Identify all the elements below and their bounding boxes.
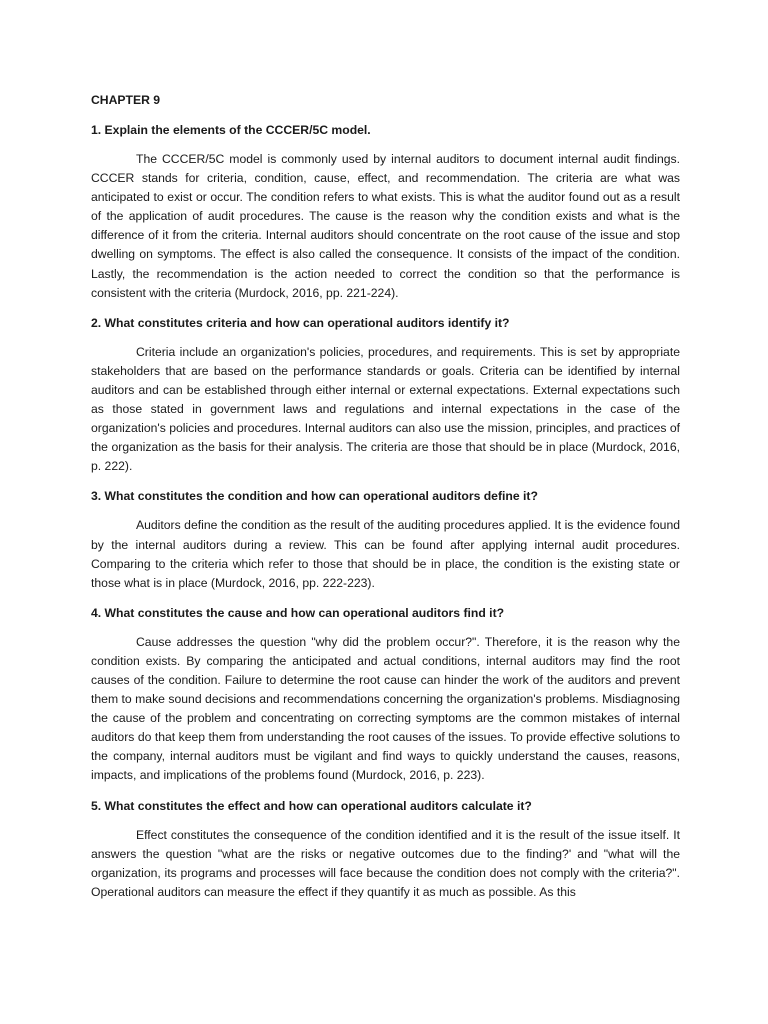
answer-5: Effect constitutes the consequence of the condition identified and it is the result of the issue itself. It answers the question "what are the risks or negative outcomes due to the finding?' and "what will the organization, its programs and processes will face because the condition does not comply with the criteria?". Operational auditors can measure the effect if they quantify it as much as possible. As this <box>91 827 680 899</box>
chapter-heading: CHAPTER 9 <box>91 93 161 107</box>
question-4: 4. What constitutes the cause and how can operational auditors find it? <box>91 605 505 620</box>
question-5: 5. What constitutes the effect and how can operational auditors calculate it? <box>91 798 532 813</box>
answer-1: The CCCER/5C model is commonly used by internal auditors to document internal audit findings. CCCER stands for criteria, condition, cause, effect, and recommendation. The criteria are what was anticipated to exist or occur. The condition refers to what exists. This is what the auditor found out as a result of the application of audit procedures. The cause is the reason why the condition exists and what is the difference of it from the criteria. Internal auditors should concentrate on the root cause of the issue and stop dwelling on symptoms. The effect is also called the consequence. It consists of the impact of the condition. Lastly, the recommendation is the action needed to correct the condition so that the performance is consistent with the criteria (Murdock, 2016, pp. 221-224). <box>91 152 680 300</box>
answer-3: Auditors define the condition as the result of the auditing procedures applied. It is the evidence found by the internal auditors during a review. This can be found after applying internal audit procedures. Comparing to the criteria which refer to those that should be in place, the condition is the existing state or those what is in place (Murdock, 2016, pp. 222-223). <box>91 518 680 590</box>
answer-2: Criteria include an organization's policies, procedures, and requirements. This is set by appropriate stakeholders that are based on the performance standards or goals. Criteria can be identified by internal auditors and can be established through either internal or external expectations. External expectations such as those stated in government laws and regulations and internal expectations in the case of the organization's policies and procedures. Internal auditors can also use the mission, principles, and practices of the organization as the basis for their analysis. The criteria are those that should be in place (Murdock, 2016, p. 222). <box>91 344 681 474</box>
question-3: 3. What constitutes the condition and how can operational auditors define it? <box>91 489 538 504</box>
question-1: 1. Explain the elements of the CCCER/5C model. <box>91 123 371 137</box>
question-2: 2. What constitutes criteria and how can operational auditors identify it? <box>91 315 510 330</box>
answer-4: Cause addresses the question "why did the problem occur?". Therefore, it is the reason why the condition exists. By comparing the anticipated and actual conditions, internal auditors may find the root causes of the condition. Failure to determine the root cause can hinder the work of the auditors and prevent them to make sound decisions and recommendations concerning the organization's problems. Misdiagnosing the cause of the problem and concentrating on correcting symptoms are the common mistakes of internal auditors do that keep them from understanding the root causes of the issues. To provide effective solutions to the company, internal auditors must be vigilant and find ways to quickly understand the causes, reasons, impacts, and implications of the problems found (Murdock, 2016, p. 223). <box>91 634 680 783</box>
